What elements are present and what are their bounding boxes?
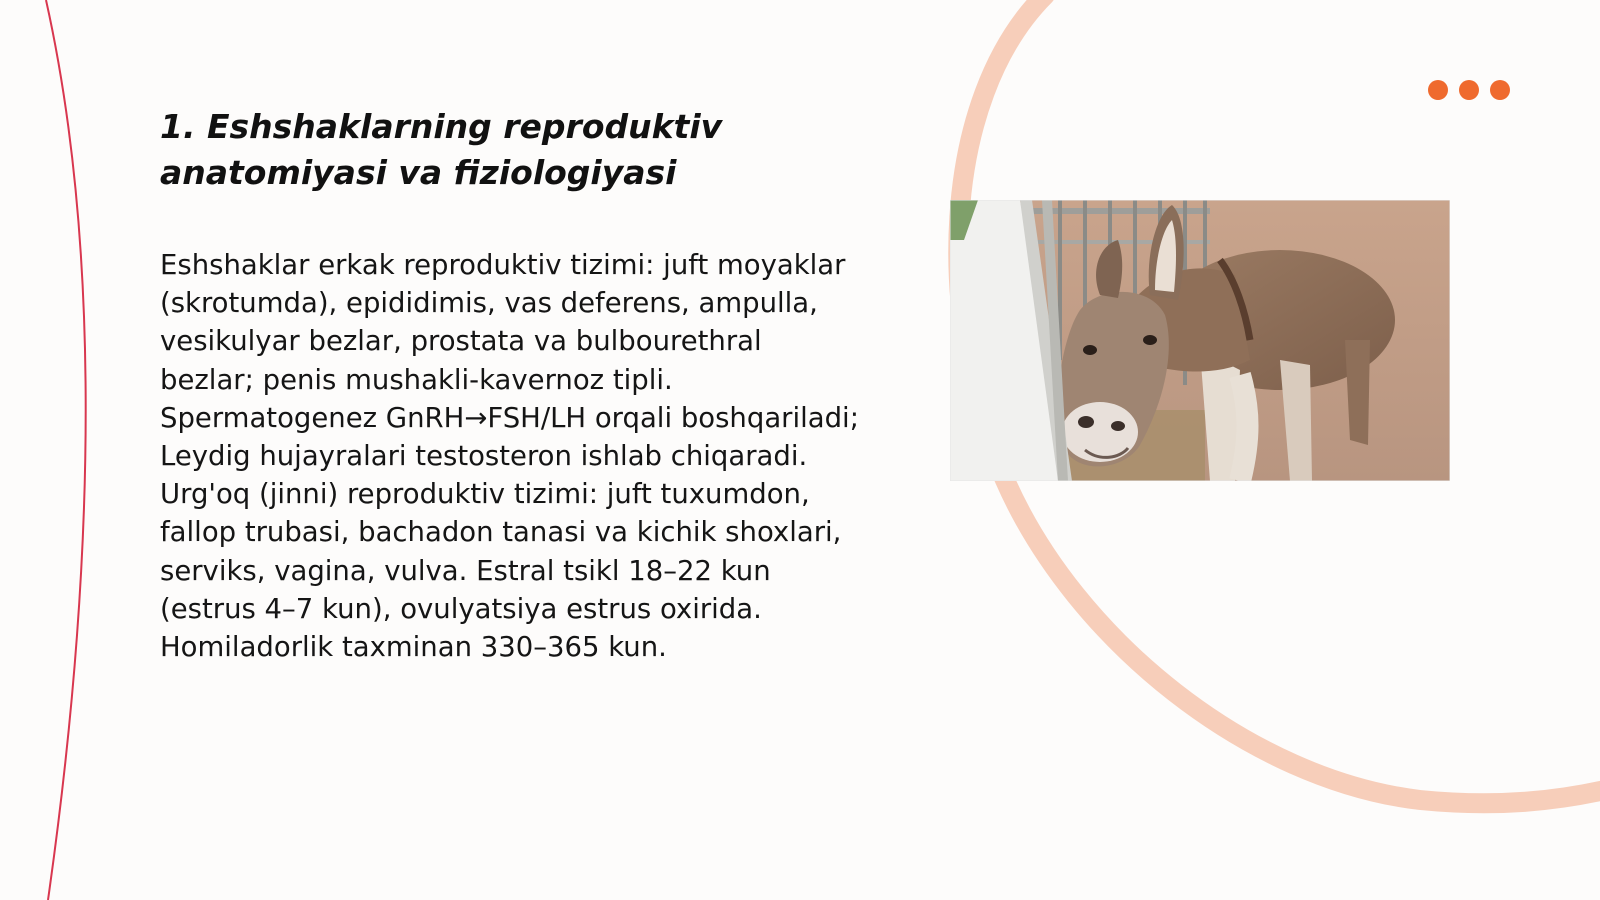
slide-body-text: Eshshaklar erkak reproduktiv tizimi: juft moyaklar (skrotumda), epididimis, vas deferens, ampulla, vesikulyar bezlar, prostata va bulbourethral bezlar; penis mushakli-kavernoz tipli. Spermatogenez GnRH→FSH/LH orqali boshqariladi; Leydig hujayralari testosteron ishlab chiqaradi. Urg'oq (jinni) reproduktiv tizimi: juft tuxumdon, fallop trubasi, bachadon tanasi va kichik shoxlari, serviks, vagina, vulva. Estral tsikl 18–22 kun (estrus 4–7 kun), ovulyatsiya estrus oxirida. Homiladorlik taxminan 330–365 kun. — [160, 249, 859, 664]
more-dots-icon — [1428, 80, 1510, 100]
dot-2 — [1459, 80, 1479, 100]
dot-3 — [1490, 80, 1510, 100]
dot-1 — [1428, 80, 1448, 100]
slide-title: 1. Eshshaklarning reproduktiv anatomiyasi va fiziologiyasi — [160, 107, 723, 192]
donkey-photo — [950, 200, 1450, 481]
left-red-curve — [46, 0, 86, 900]
